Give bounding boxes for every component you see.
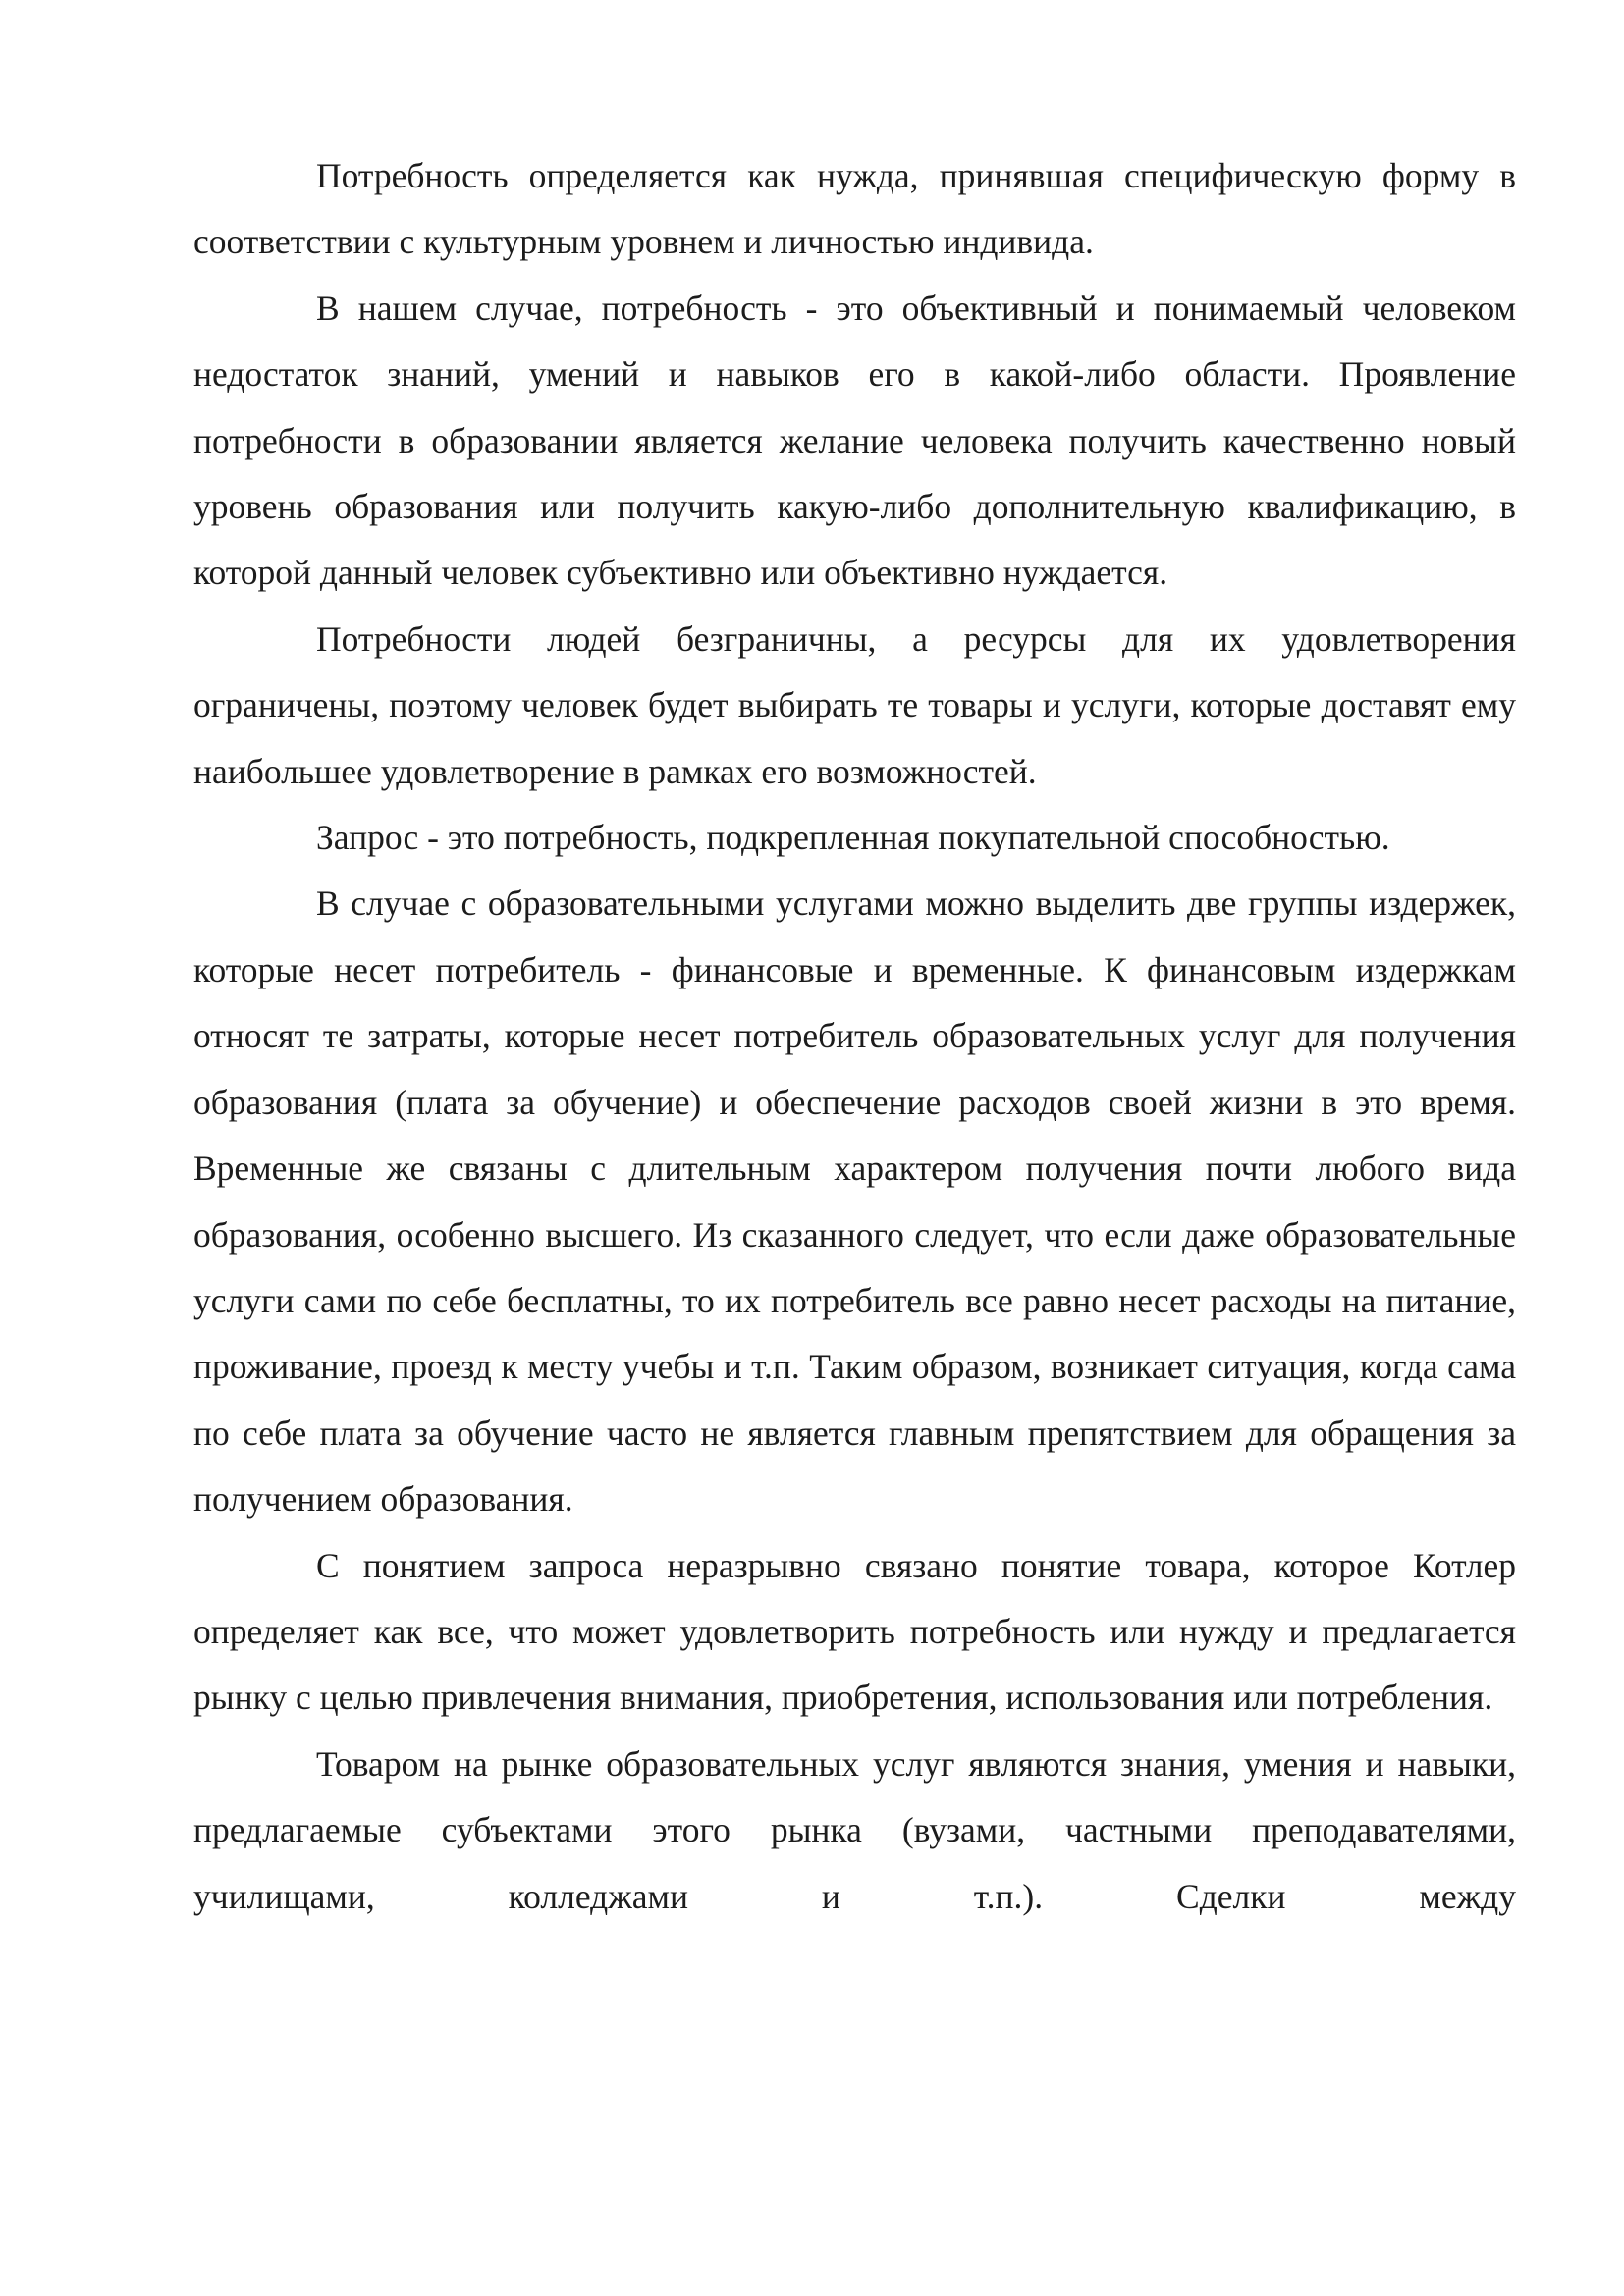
paragraph-need-in-education: В нашем случае, потребность - это объективный и понимаемый человеком недостаток знаний, умений и навыков его в какой-либо области. Проявление потребности в образовании является желание человека получить качественно новый уровень образования или получить какую-либо дополнительную квалификацию, в которой данный человек субъективно или объективно нуждается. bbox=[193, 288, 1516, 593]
paragraph-consumer-costs: В случае с образовательными услугами можно выделить две группы издержек, которые несет потребитель - финансовые и временные. К финансовым издержкам относят те затраты, которые несет потребитель образовательных услуг для получения образования (плата за обучение) и обеспечение расходов своей жизни в это время. Временные же связаны с длительным характером получения почти любого вида образования, особенно высшего. Из сказанного следует, что если даже образовательные услуги сами по себе бесплатны, то их потребитель все равно несет расходы на питание, проживание, проезд к месту учебы и т.п. Таким образом, возникает ситуация, когда сама по себе плата за обучение часто не является главным препятствием для обращения за получением образования. bbox=[193, 883, 1516, 1520]
paragraph-demand-definition: Запрос - это потребность, подкрепленная покупательной способностью. bbox=[316, 818, 1390, 858]
paragraph-product-definition: С понятием запроса неразрывно связано понятие товара, которое Котлер определяет как все, что может удовлетворить потребность или нужду и предлагается рынку с целью привлечения внимания, приобретения, использования или потребления. bbox=[193, 1545, 1516, 1718]
paragraph-education-product: Товаром на рынке образовательных услуг являются знания, умения и навыки, предлагаемые субъектами этого рынка (вузами, частными преподавателями, училищами, колледжами и т.п.). Сделки между bbox=[193, 1743, 1516, 1916]
paragraph-limited-resources: Потребности людей безграничны, а ресурсы для их удовлетворения ограничены, поэтому человек будет выбирать те товары и услуги, которые доставят ему наибольшее удовлетворение в рамках его возможностей. bbox=[193, 618, 1516, 791]
document-body bbox=[193, 143, 1516, 1930]
paragraph-need-definition: Потребность определяется как нужда, принявшая специфическую форму в соответствии с культурным уровнем и личностью индивида. bbox=[193, 156, 1516, 262]
